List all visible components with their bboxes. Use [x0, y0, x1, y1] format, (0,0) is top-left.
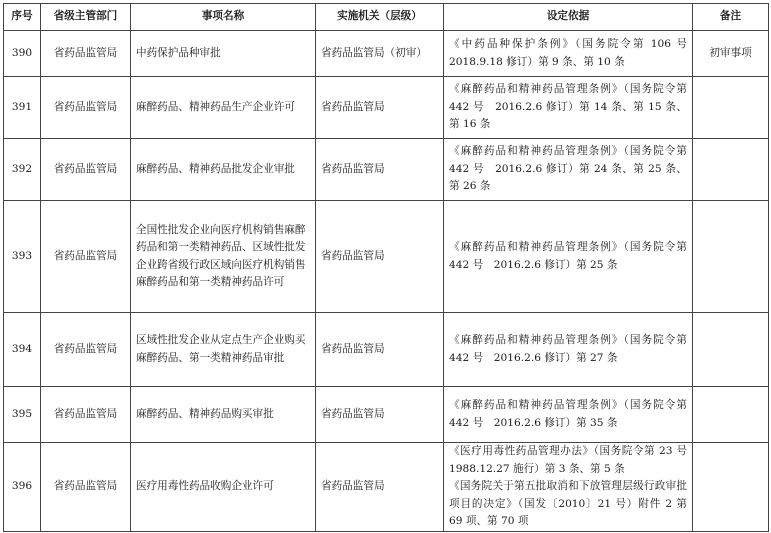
header-basis: 设定依据: [444, 4, 693, 31]
row-basis: 《麻醉药品和精神药品管理条例》（国务院令第 442 号 2016.2.6 修订）第 14 条、第 15 条、第 16 条: [444, 77, 693, 139]
row-basis: [444, 443, 698, 532]
header-dept: 省级主管部门: [41, 4, 131, 31]
row-basis: 《中药品种保护条例》（国务院令第 106 号 2018.9.18 修订）第 9 条、第 10 条: [444, 31, 693, 77]
row-item: 麻醉药品、精神药品购买审批: [131, 387, 316, 443]
row-seq: 393: [4, 201, 41, 313]
row-item: 中药保护品种审批: [131, 31, 316, 77]
admin-items-table: [3, 3, 769, 532]
table-row: [4, 387, 769, 443]
row-dept: 省药品监管局: [41, 31, 131, 77]
header-agency: 实施机关（层级）: [316, 4, 444, 31]
row-basis: 《麻醉药品和精神药品管理条例》（国务院令第 442 号 2016.2.6 修订）第 24 条、第 25 条、第 26 条: [444, 139, 693, 201]
row-seq: 396: [4, 443, 41, 532]
row-note: [693, 313, 769, 387]
row-seq: 390: [4, 31, 41, 77]
row-basis-part-2: 《国务院关于第五批取消和下放管理层级行政审批项目的决定》（国发〔2010〕21 号）附件 2 第 69 项、第 70 项: [449, 480, 687, 527]
row-note: [693, 201, 769, 313]
row-item: 麻醉药品、精神药品生产企业许可: [131, 77, 316, 139]
row-seq: 392: [4, 139, 41, 201]
table-row: [4, 139, 769, 201]
table-row: [4, 201, 769, 313]
row-dept: 省药品监管局: [41, 387, 131, 443]
row-seq: 395: [4, 387, 41, 443]
table-row: [4, 77, 769, 139]
row-note: [693, 387, 769, 443]
row-note: 初审事项: [693, 31, 769, 77]
row-agency: 省药品监管局: [316, 77, 444, 139]
row-agency: 省药品监管局（初审）: [316, 31, 444, 77]
row-item: 麻醉药品、精神药品批发企业审批: [131, 139, 316, 201]
row-agency: 省药品监管局: [316, 387, 444, 443]
row-agency: 省药品监管局: [316, 201, 444, 313]
row-item: 医疗用毒性药品收购企业许可: [131, 443, 316, 532]
row-agency: 省药品监管局: [316, 443, 444, 532]
header-seq: 序号: [4, 4, 41, 31]
row-dept: 省药品监管局: [41, 313, 131, 387]
row-dept: 省药品监管局: [41, 443, 131, 532]
row-dept: 省药品监管局: [41, 77, 131, 139]
row-basis: 《麻醉药品和精神药品管理条例》（国务院令第 442 号 2016.2.6 修订）第 27 条: [444, 313, 693, 387]
row-basis: 《麻醉药品和精神药品管理条例》（国务院令第 442 号 2016.2.6 修订）第 25 条: [444, 201, 693, 313]
table-row: [4, 31, 769, 77]
row-note: [693, 139, 769, 201]
table-header-row: [4, 4, 769, 31]
row-basis: 《麻醉药品和精神药品管理条例》（国务院令第 442 号 2016.2.6 修订）第 35 条: [444, 387, 693, 443]
header-item: 事项名称: [131, 4, 316, 31]
row-agency: 省药品监管局: [316, 313, 444, 387]
table-row: [4, 313, 769, 387]
row-item: 全国性批发企业向医疗机构销售麻醉药品和第一类精神药品、区域性批发企业跨省级行政区域向医疗机构销售麻醉药品和第一类精神药品许可: [131, 201, 316, 313]
row-item: 区域性批发企业从定点生产企业购买麻醉药品、第一类精神药品审批: [131, 313, 316, 387]
row-seq: 391: [4, 77, 41, 139]
row-note: [693, 77, 769, 139]
row-seq: 394: [4, 313, 41, 387]
header-note: 备注: [693, 4, 769, 31]
row-dept: 省药品监管局: [41, 139, 131, 201]
row-dept: 省药品监管局: [41, 201, 131, 313]
table-row: [4, 443, 769, 532]
row-agency: 省药品监管局: [316, 139, 444, 201]
row-note: [693, 443, 769, 532]
row-basis-part-1: 《医疗用毒性药品管理办法》（国务院令第 23 号 1988.12.27 施行）第 3 条、第 5 条: [449, 445, 698, 475]
